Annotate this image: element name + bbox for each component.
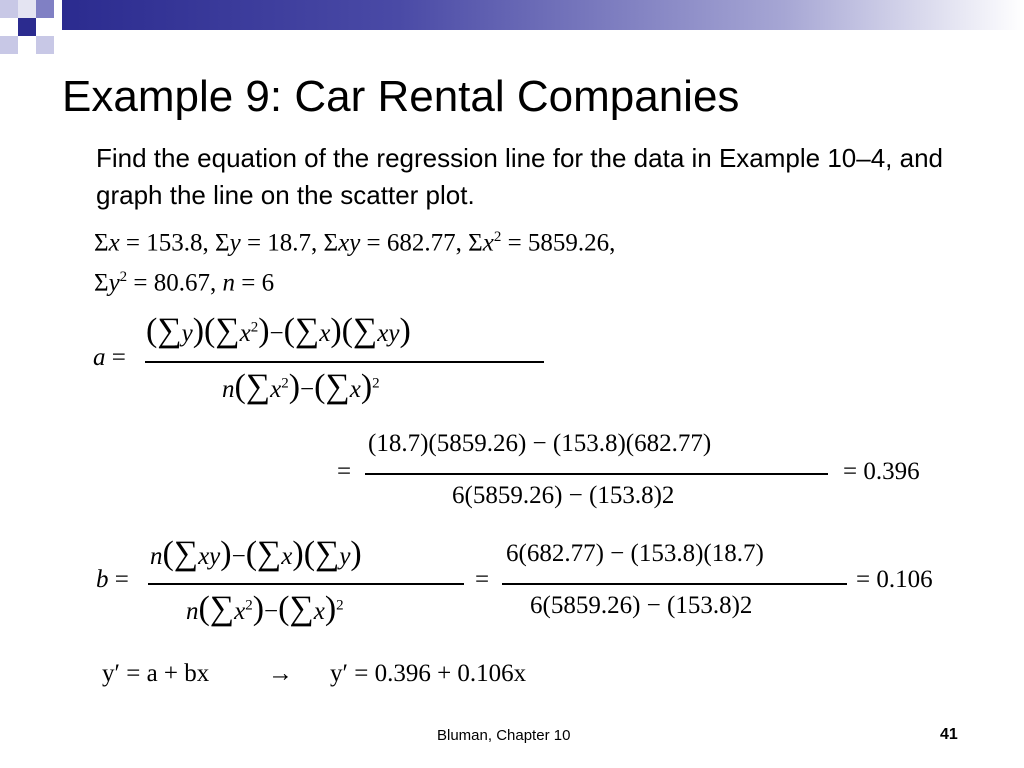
a-numeric-eq: = xyxy=(337,458,352,485)
b-formula-denominator: $n(\sum x^2)-(\sum x)^2$ xyxy=(186,590,344,627)
sums-line-2: $\Sigma y^2 = 80.67$, n = 6 xyxy=(94,269,275,297)
a-formula-numerator: $(\sum y)(\sum x^2)-(\sum x)(\sum xy)$ xyxy=(146,312,411,349)
regression-general: y′ = a + bx xyxy=(102,660,210,687)
regression-specific: y′ = 0.396 + 0.106x xyxy=(330,660,527,687)
b-numeric-denominator: 6(5859.26) − (153.8)2 xyxy=(530,592,753,619)
a-numeric-fraction-bar xyxy=(365,473,828,475)
sums-line-1: Σx = 153.8, Σy = 18.7, Σxy = 682.77, $\Sigma x^2 = 5859.26$, xyxy=(94,229,616,257)
a-result: = 0.396 xyxy=(843,458,920,485)
b-numeric-numerator: 6(682.77) − (153.8)(18.7) xyxy=(506,540,764,567)
a-formula-denominator: $n(\sum x^2)-(\sum x)^2$ xyxy=(222,368,380,405)
corner-decoration-icon xyxy=(0,0,62,62)
a-numeric-numerator: (18.7)(5859.26) − (153.8)(682.77) xyxy=(368,430,712,457)
page-number: 41 xyxy=(940,726,958,743)
b-label: b = xyxy=(96,566,129,593)
b-numeric-fraction-bar xyxy=(502,583,847,585)
b-formula-numerator: n(∑xy)−(∑x)(∑y) xyxy=(150,535,362,572)
arrow-icon: → xyxy=(268,660,293,687)
slide-title: Example 9: Car Rental Companies xyxy=(62,72,740,121)
b-result: = 0.106 xyxy=(856,566,933,593)
a-numeric-denominator: 6(5859.26) − (153.8)2 xyxy=(452,482,675,509)
b-numeric-eq: = xyxy=(475,566,490,593)
a-label: a = xyxy=(93,344,126,371)
b-fraction-bar xyxy=(148,583,464,585)
intro-text: Find the equation of the regression line for the data in Example 10–4, and graph the line on the scatter plot. xyxy=(96,143,944,210)
header-gradient-bar xyxy=(62,0,1024,30)
a-fraction-bar xyxy=(145,361,544,363)
footer-text: Bluman, Chapter 10 xyxy=(437,727,571,744)
